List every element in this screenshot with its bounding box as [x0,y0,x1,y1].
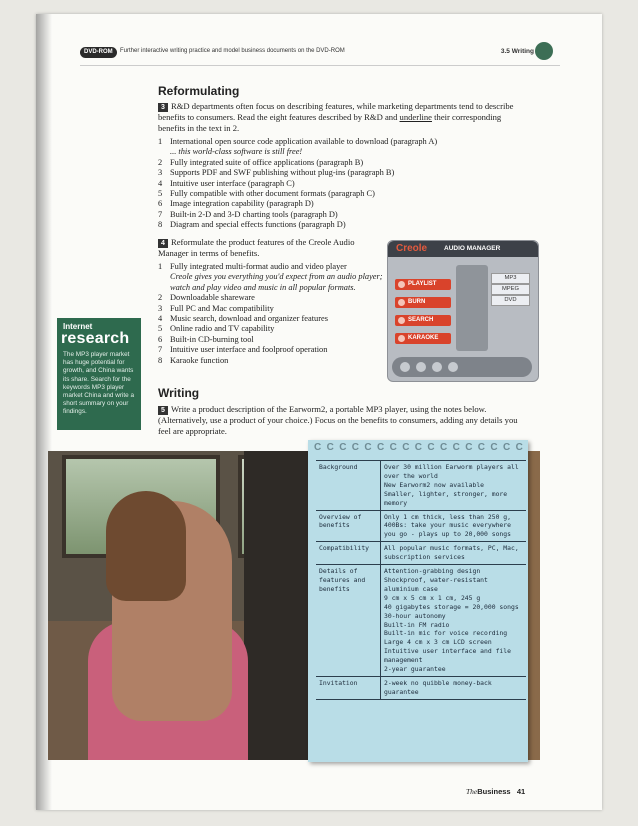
list-item [158,189,528,199]
row-notes [381,676,527,699]
item-number: 4 [158,178,163,188]
item-number: 7 [158,209,163,219]
note-line: 30-hour autonomy [384,611,446,620]
footer-brand-italic: The [466,787,478,796]
note-line: you go - plays up to 20,000 songs [384,530,511,539]
item-text: Fully integrated suite of office applications (paragraph B) [170,157,364,167]
item-text: Fully compatible with other document formats (paragraph C) [170,189,375,199]
item-number: 2 [158,157,163,167]
item-example: Creole gives you everything you'd expect from an audio player; watch and play video and music in all popular formats. [170,272,383,292]
note-line: 400Bs: take your music everywhere [384,521,511,530]
item-text: Music search, download and organizer features [170,314,328,324]
features-list-creole [158,262,384,366]
note-line: Shockproof, water-resistant [384,575,488,584]
list-item [158,210,528,220]
note-line: Built-in FM radio [384,620,450,629]
instruction-text: Reformulate the product features of the Creole Audio Manager in terms of benefits. [158,237,355,258]
creole-title: AUDIO MANAGER [444,245,501,252]
item-example: ... this world-class software is still free! [170,147,303,157]
underline-word: underline [399,112,432,122]
note-line: 9 cm x 5 cm x 1 cm, 245 g [384,593,481,602]
item-text: Full PC and Mac compatibility [170,303,274,313]
item-number: 8 [158,355,163,365]
note-line: 2-year guarantee [384,665,446,674]
table-row [316,676,526,699]
item-text: Fully integrated multi-format audio and video player [170,262,347,271]
item-text: Intuitive user interface and foolproof operation [170,345,328,355]
exercise-4-instruction [158,237,384,259]
list-item [158,158,528,168]
item-text: Supports PDF and SWF publishing without plug-ins (paragraph B) [170,168,395,178]
table-row [316,461,526,511]
instruction-text: their corresponding benefits in the text in 2. [158,112,502,133]
page-number: 41 [516,787,526,796]
item-number: 6 [158,334,163,344]
note-line: Intuitive user interface and file [384,647,511,656]
features-list-r-and-d [158,137,528,231]
footer-brand: Business [477,787,511,796]
playlist-button: PLAYLIST [395,279,451,290]
row-notes [381,461,527,511]
item-number: 8 [158,220,163,230]
instruction-text: R&D departments often focus on describing features, while marketing departments tend to describe benefits to consumers. Read the eight features described by R&D and [158,101,514,122]
item-number: 5 [158,324,163,334]
search-button: SEARCH [395,315,451,326]
exercise-3-instruction [158,101,530,133]
internet-research-box [57,318,141,430]
note-line: Smaller, lighter, stronger, more [384,489,508,498]
item-text: Intuitive user interface (paragraph C) [170,178,295,188]
section-label: 3.5 Writing [500,48,534,55]
item-number: 3 [158,303,163,313]
list-item [158,262,384,293]
dvd-rom-badge: DVD-ROM [80,47,117,58]
item-text: Built-in CD-burning tool [170,334,254,344]
research-label-research: research [61,330,130,347]
note-line: All popular music formats, PC, Mac, [384,544,519,553]
format-mp3: MP3 [491,273,530,284]
exercise-number: 4 [158,239,168,248]
earworm2-notes-card [308,440,528,762]
list-item [158,345,384,355]
list-item [158,168,528,178]
heading-writing: Writing [158,386,200,400]
note-line: 40 gigabytes storage = 20,000 songs [384,602,519,611]
photo-hair [106,491,186,601]
note-line: Built-in mic for voice recording [384,629,508,638]
list-item [158,220,528,230]
list-item [158,179,528,189]
note-line: Attention-grabbing design [384,567,481,576]
note-line: Over 30 million Earworm players all [384,463,519,471]
row-notes [381,510,527,542]
row-label: Overview of benefits [316,510,381,542]
format-dvd: DVD [491,295,530,306]
exercise-number: 3 [158,103,168,112]
section-dot-icon [535,42,553,60]
item-number: 4 [158,314,163,324]
header-text: Further interactive writing practice and model business documents on the DVD-ROM [120,48,345,54]
table-row [316,542,526,565]
note-line: memory [384,498,408,507]
rewind-icon [400,362,410,372]
heading-reformulating: Reformulating [158,84,240,98]
creole-logo: Creole [396,243,428,254]
list-item [158,356,384,366]
item-text: Diagram and special effects functions (paragraph D) [170,220,346,230]
play-icon [416,362,426,372]
row-notes [381,542,527,565]
item-number: 5 [158,189,163,199]
creole-display-panel [456,265,488,351]
forward-icon [448,362,458,372]
item-number: 1 [158,137,163,146]
item-text: Karaoke function [170,355,229,365]
note-line: Only 1 cm thick, less than 250 g, [384,512,511,521]
list-item [158,314,384,324]
list-item [158,137,528,158]
row-label: Compatibility [316,542,381,565]
creole-header [388,241,538,257]
page-footer [466,787,525,796]
list-item [158,335,384,345]
notebook-rings: C C C C C C C C C C C C C C C C C [314,442,525,453]
note-line: 2-week no quibble money-back [384,678,492,687]
transport-controls [392,357,532,377]
note-line: aluminium case [384,584,438,593]
row-label: Invitation [316,676,381,699]
exercise-5-instruction [158,404,530,436]
item-number: 6 [158,199,163,209]
header-divider [80,65,560,66]
row-label: Details of features and benefits [316,565,381,677]
format-mpeg: MPEG [491,284,530,295]
list-item [158,199,528,209]
note-line: subscription services [384,553,465,562]
note-line: Large 4 cm x 3 cm LCD screen [384,638,492,647]
row-notes [381,565,527,677]
list-item [158,304,384,314]
item-number: 7 [158,345,163,355]
item-number: 1 [158,262,163,271]
notes-table [316,460,526,700]
instruction-text: Write a product description of the Earworm2, a portable MP3 player, using the notes below. (Alternatively, use a product of your choice.) Focus on the benefits to consumers, adding any details you feel are appropriate. [158,404,518,436]
note-line: management [384,656,423,665]
research-text: The MP3 player market has huge potential for growth, and China wants its share. Search for the keywords MP3 player market China and write a short summary on your findings. [63,351,135,416]
item-text: Image integration capability (paragraph D) [170,199,314,209]
karaoke-button: KARAOKE [395,333,451,344]
research-label-internet: Internet [63,322,93,331]
item-text: International open source code application available to download (paragraph A) [170,137,438,146]
item-number: 2 [158,293,163,303]
item-text: Built-in 2-D and 3-D charting tools (paragraph D) [170,209,338,219]
stop-icon [432,362,442,372]
page-header [80,47,556,61]
item-text: Online radio and TV capability [170,324,275,334]
row-label: Background [316,461,381,511]
table-row [316,510,526,542]
note-line: guarantee [384,687,419,696]
item-number: 3 [158,168,163,178]
table-row [316,565,526,677]
creole-audio-manager-illustration [387,240,539,382]
list-item [158,293,384,303]
list-item [158,324,384,334]
item-text: Downloadable shareware [170,293,255,303]
burn-button: BURN [395,297,451,308]
note-line: over the world [384,471,438,480]
note-line: New Earworm2 now available [384,480,485,489]
exercise-number: 5 [158,406,168,415]
